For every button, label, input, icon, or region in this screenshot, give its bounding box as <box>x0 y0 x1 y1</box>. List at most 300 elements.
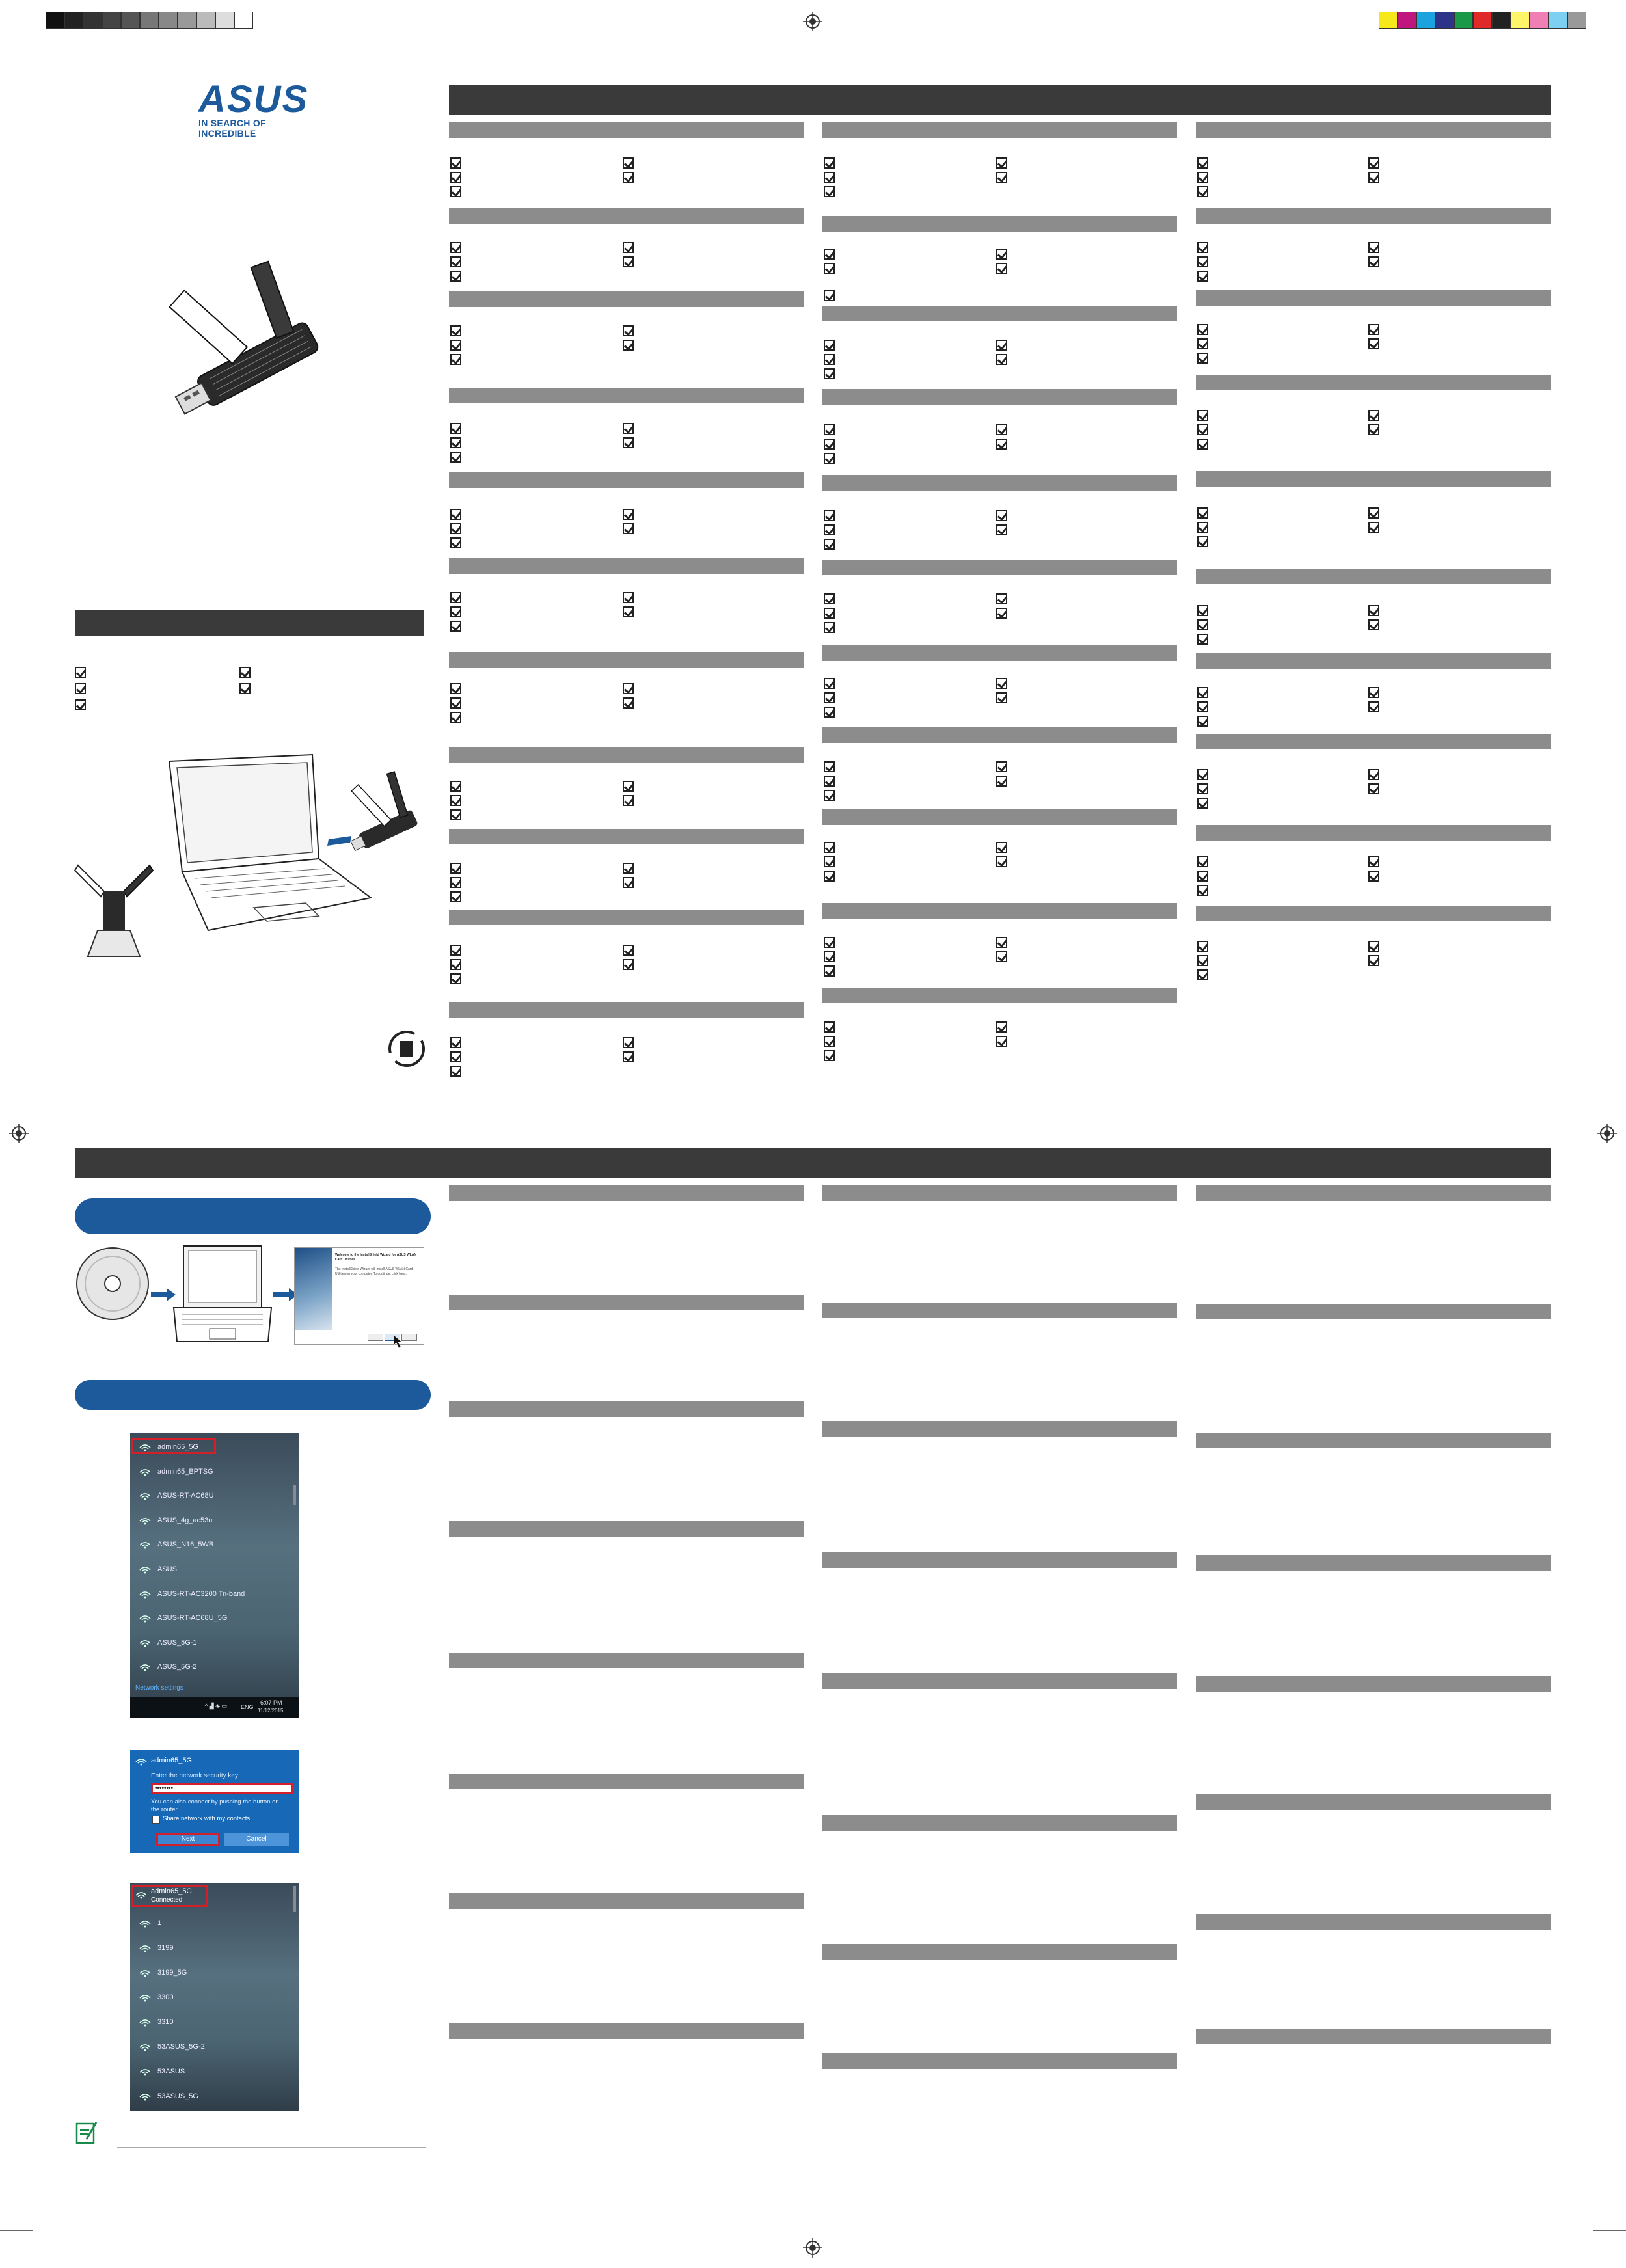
checkbox-icon <box>996 608 1007 619</box>
checkbox-icon <box>623 340 634 351</box>
checkbox-icon <box>239 683 251 694</box>
wifi-signal-icon <box>139 1467 151 1476</box>
language-bar <box>1196 1185 1551 1201</box>
wifi-signal-icon <box>139 2018 151 2027</box>
checkbox-icon <box>450 242 461 253</box>
install-step-pill <box>75 1198 431 1234</box>
installer-banner <box>295 1248 332 1330</box>
wifi-network-name: 3199 <box>157 1944 174 1952</box>
language-bar <box>449 829 804 844</box>
wifi-network-name: 53ASUS_5G-2 <box>157 2043 205 2051</box>
checkbox-icon <box>996 937 1007 948</box>
checkbox-icon <box>1197 186 1208 197</box>
checkbox-icon <box>824 951 835 962</box>
checkbox-icon <box>1197 353 1208 364</box>
asus-wordmark: ASUS <box>198 78 309 120</box>
checkbox-icon <box>623 423 634 434</box>
wifi-connect-panel <box>130 1750 299 1853</box>
checkbox-icon <box>824 539 835 550</box>
checkbox-icon <box>623 945 634 956</box>
checkbox-icon <box>450 683 461 694</box>
checkbox-icon <box>450 1066 461 1077</box>
mouse-cursor-icon <box>394 1335 404 1348</box>
wifi-network-item[interactable] <box>139 1633 197 1653</box>
checkbox-icon <box>824 678 835 689</box>
section-header-bar <box>75 610 424 636</box>
taskbar <box>130 1697 299 1718</box>
checkbox-icon <box>623 157 634 169</box>
checkbox-icon <box>450 186 461 197</box>
checkbox-icon <box>1197 439 1208 450</box>
checkbox-icon <box>450 973 461 984</box>
checkbox-icon <box>623 509 634 520</box>
language-bar <box>1196 734 1551 749</box>
wps-hint-line-2: the router. <box>151 1806 179 1813</box>
installer-back-button[interactable] <box>368 1334 383 1341</box>
language-bar <box>822 389 1177 405</box>
checkbox-icon <box>1368 424 1379 435</box>
registration-mark-icon <box>803 12 822 31</box>
checkbox-icon <box>996 524 1007 535</box>
checkbox-icon <box>824 290 835 301</box>
wifi-network-name: admin65_5G <box>157 1443 198 1451</box>
checkbox-icon <box>824 453 835 464</box>
checkbox-icon <box>1197 242 1208 253</box>
checkbox-icon <box>824 856 835 867</box>
checkbox-icon <box>824 263 835 274</box>
wifi-network-item[interactable] <box>139 1462 213 1481</box>
checkbox-icon <box>1197 157 1208 169</box>
checkbox-icon <box>1368 871 1379 882</box>
selected-network-highlight <box>131 1438 216 1454</box>
language-bar <box>822 903 1177 919</box>
language-bar <box>822 122 1177 138</box>
checkbox-icon <box>996 951 1007 962</box>
checkbox-icon <box>450 959 461 970</box>
checkbox-icon <box>1368 941 1379 952</box>
checkbox-icon <box>623 606 634 617</box>
wifi-network-item[interactable] <box>139 2086 198 2106</box>
language-bar <box>1196 825 1551 841</box>
language-bar <box>1196 2029 1551 2044</box>
language-bar <box>822 2053 1177 2069</box>
language-bar <box>449 910 804 925</box>
checkbox-icon <box>450 423 461 434</box>
installer-body: The InstallShield Wizard will install ASUS WLAN Card Utilities on your computer. To continue, click Next. <box>335 1267 413 1276</box>
wifi-network-name: ASUS-RT-AC3200 Tri-band <box>157 1589 245 1598</box>
checkbox-icon <box>75 667 86 678</box>
registration-mark-icon <box>803 2238 822 2258</box>
checkbox-icon <box>623 172 634 183</box>
checkbox-icon <box>824 510 835 521</box>
checkbox-icon <box>1368 507 1379 519</box>
language-bar <box>822 1185 1177 1201</box>
checkbox-icon <box>623 863 634 874</box>
taskbar-tray-icons[interactable]: ^ ▟ ◈ ▭ <box>205 1703 228 1709</box>
checkbox-icon <box>996 354 1007 365</box>
language-bar <box>449 122 804 138</box>
security-key-input[interactable]: •••••••• <box>151 1783 293 1794</box>
checkbox-icon <box>824 524 835 535</box>
checkbox-icon <box>1368 687 1379 698</box>
connected-network-name[interactable]: admin65_5G <box>151 1887 192 1895</box>
language-bar <box>449 747 804 763</box>
checkbox-icon <box>824 937 835 948</box>
wifi-network-name: 53ASUS <box>157 2068 185 2075</box>
checkbox-icon <box>824 249 835 260</box>
checkbox-icon <box>1197 885 1208 896</box>
language-bar <box>449 1401 804 1417</box>
checkbox-icon <box>1197 271 1208 282</box>
language-bar <box>449 558 804 574</box>
checkbox-icon <box>1197 941 1208 952</box>
checkbox-icon <box>75 699 86 710</box>
checkbox-icon <box>996 424 1007 435</box>
installer-window <box>294 1247 424 1345</box>
checkbox-icon <box>450 256 461 267</box>
wifi-network-item[interactable] <box>139 1963 187 1982</box>
checkbox-icon <box>824 368 835 379</box>
wifi-network-item[interactable] <box>139 1559 177 1579</box>
checkbox-icon <box>1197 536 1208 547</box>
wifi-network-item[interactable] <box>139 2037 205 2057</box>
share-network-label: Share network with my contacts <box>163 1815 251 1822</box>
checkbox-icon <box>1368 955 1379 966</box>
language-bar <box>449 291 804 307</box>
checkbox-icon <box>1197 955 1208 966</box>
share-network-checkbox[interactable] <box>152 1816 160 1824</box>
language-bar <box>449 1002 804 1018</box>
language-bar <box>449 2023 804 2039</box>
wifi-network-name: ASUS_5G-1 <box>157 1638 197 1647</box>
language-bar <box>1196 122 1551 138</box>
checkbox-icon <box>623 877 634 888</box>
checkbox-icon <box>623 795 634 806</box>
checkbox-icon <box>824 776 835 787</box>
checkbox-icon <box>1368 157 1379 169</box>
taskbar-date[interactable]: 11/12/2015 <box>258 1708 284 1714</box>
checkbox-icon <box>1197 619 1208 630</box>
wifi-network-item[interactable] <box>139 2062 185 2081</box>
checkbox-icon <box>450 509 461 520</box>
wifi-signal-icon <box>139 1540 151 1549</box>
checkbox-icon <box>1368 522 1379 533</box>
language-bar <box>449 652 804 668</box>
checkbox-icon <box>450 325 461 336</box>
checkbox-icon <box>450 606 461 617</box>
network-settings-link[interactable]: Network settings <box>135 1684 183 1692</box>
wifi-signal-icon <box>139 1943 151 1952</box>
language-bar <box>1196 1676 1551 1692</box>
checkbox-icon <box>450 1051 461 1062</box>
language-bar <box>822 727 1177 743</box>
checkbox-icon <box>1197 687 1208 698</box>
bottom-section-header <box>75 1148 1551 1178</box>
checkbox-icon <box>996 1021 1007 1033</box>
wifi-signal-icon <box>139 1662 151 1671</box>
wifi-signal-icon <box>139 2042 151 2051</box>
checkbox-icon <box>450 877 461 888</box>
checkbox-icon <box>450 1037 461 1048</box>
taskbar-language[interactable]: ENG <box>241 1704 254 1710</box>
usb-cradle-icon <box>72 859 156 969</box>
scrollbar[interactable] <box>293 1886 296 1912</box>
checkbox-icon <box>623 437 634 448</box>
checkbox-icon <box>450 891 461 902</box>
wps-hint-line-1: You can also connect by pushing the button on <box>151 1798 279 1805</box>
checkbox-icon <box>1197 424 1208 435</box>
checkbox-icon <box>1197 716 1208 727</box>
scrollbar[interactable] <box>293 1485 296 1505</box>
checkbox-icon <box>824 1021 835 1033</box>
checkbox-icon <box>824 761 835 772</box>
color-calibration-bar <box>1379 12 1586 29</box>
asus-logo <box>198 78 325 139</box>
language-bar <box>449 1893 804 1909</box>
language-bar <box>822 988 1177 1003</box>
language-bar <box>1196 290 1551 306</box>
checkbox-icon <box>623 959 634 970</box>
checkbox-icon <box>824 172 835 183</box>
checkbox-icon <box>623 1037 634 1048</box>
wifi-signal-icon <box>139 1589 151 1599</box>
checkbox-icon <box>450 157 461 169</box>
checkbox-icon <box>824 622 835 633</box>
wifi-network-item[interactable] <box>139 1988 173 2007</box>
checkbox-icon <box>450 712 461 723</box>
language-bar <box>449 1295 804 1310</box>
checkbox-icon <box>1368 172 1379 183</box>
checkbox-icon <box>824 842 835 853</box>
wifi-signal-icon <box>139 1968 151 1977</box>
registration-mark-icon <box>1597 1124 1617 1143</box>
checkbox-icon <box>623 683 634 694</box>
language-bar <box>1196 1304 1551 1319</box>
checkbox-icon <box>1197 522 1208 533</box>
language-bar <box>1196 375 1551 390</box>
checkbox-icon <box>824 340 835 351</box>
checkbox-icon <box>996 593 1007 604</box>
checkbox-icon <box>1368 324 1379 335</box>
language-bar <box>449 472 804 488</box>
wifi-network-name: ASUS_N16_5WB <box>157 1541 214 1549</box>
language-bar <box>449 208 804 224</box>
language-bar <box>822 306 1177 321</box>
language-bar <box>1196 208 1551 224</box>
checkbox-icon <box>1368 605 1379 616</box>
checkbox-icon <box>623 242 634 253</box>
checkbox-icon <box>1197 507 1208 519</box>
checkbox-icon <box>450 795 461 806</box>
wifi-network-name: ASUS <box>157 1565 177 1573</box>
checkbox-icon <box>450 340 461 351</box>
checkbox-icon <box>996 1036 1007 1047</box>
checkbox-icon <box>996 510 1007 521</box>
wifi-network-item[interactable] <box>139 1511 212 1530</box>
wifi-signal-icon <box>139 1638 151 1647</box>
language-bar <box>1196 471 1551 487</box>
language-bar <box>822 216 1177 232</box>
connected-network-highlight <box>131 1885 208 1907</box>
checkbox-icon <box>450 945 461 956</box>
wifi-network-item[interactable] <box>139 1608 227 1628</box>
wifi-signal-icon <box>139 1919 151 1928</box>
checkbox-icon <box>1368 242 1379 253</box>
checkbox-icon <box>623 781 634 792</box>
checkbox-icon <box>450 621 461 632</box>
wifi-network-item[interactable] <box>139 1535 213 1554</box>
connect-step-pill <box>75 1380 431 1410</box>
wifi-network-list-panel <box>130 1433 299 1718</box>
checkbox-icon <box>450 592 461 603</box>
checkbox-icon <box>824 593 835 604</box>
next-button[interactable]: Next <box>156 1833 220 1846</box>
wifi-network-item[interactable] <box>139 1657 197 1677</box>
usb-adapter-icon <box>150 254 345 449</box>
checkbox-icon <box>1368 856 1379 867</box>
checkbox-icon <box>996 776 1007 787</box>
wifi-network-item[interactable] <box>139 2012 173 2032</box>
note-icon <box>75 2120 98 2146</box>
checkbox-icon <box>623 697 634 709</box>
wifi-network-name: 3310 <box>157 2018 174 2026</box>
note-rule <box>117 2147 426 2148</box>
checkbox-icon <box>1197 256 1208 267</box>
asus-tagline: IN SEARCH OF INCREDIBLE <box>198 118 266 139</box>
wifi-network-item[interactable] <box>139 1913 161 1933</box>
checkbox-icon <box>450 863 461 874</box>
connect-network-name: admin65_5G <box>151 1757 192 1764</box>
checkbox-icon <box>996 157 1007 169</box>
trim-mark <box>0 2230 33 2231</box>
checkbox-icon <box>824 871 835 882</box>
wifi-network-name: 3199_5G <box>157 1969 187 1977</box>
wifi-network-name: ASUS-RT-AC68U <box>157 1492 214 1500</box>
checkbox-icon <box>824 707 835 718</box>
installer-heading: Welcome to the InstallShield Wizard for ASUS WLAN Card Utilities <box>335 1253 416 1262</box>
checkbox-icon <box>824 608 835 619</box>
wifi-signal-icon <box>139 1516 151 1525</box>
checkbox-icon <box>1368 769 1379 780</box>
checkbox-icon <box>824 790 835 801</box>
language-bar <box>1196 1914 1551 1930</box>
checkbox-icon <box>996 678 1007 689</box>
top-section-header <box>449 85 1551 115</box>
checkbox-icon <box>996 842 1007 853</box>
wifi-network-item[interactable] <box>139 1486 214 1505</box>
checkbox-icon <box>824 1050 835 1061</box>
laptop-icon <box>170 1243 275 1347</box>
language-bar <box>822 1421 1177 1437</box>
checkbox-icon <box>1197 969 1208 980</box>
checkbox-icon <box>450 523 461 534</box>
wifi-network-name: admin65_BPTSG <box>157 1467 213 1476</box>
language-bar <box>822 560 1177 575</box>
wifi-signal-icon <box>139 1613 151 1623</box>
wifi-network-name: ASUS_5G-2 <box>157 1663 197 1671</box>
checkbox-icon <box>996 761 1007 772</box>
wifi-signal-icon <box>139 1565 151 1574</box>
checkbox-icon <box>1197 605 1208 616</box>
grayscale-calibration-bar <box>46 12 253 29</box>
checkbox-icon <box>239 667 251 678</box>
checkbox-icon <box>1197 871 1208 882</box>
checkbox-icon <box>996 692 1007 703</box>
wifi-network-name: 53ASUS_5G <box>157 2092 198 2100</box>
checkbox-icon <box>75 683 86 694</box>
checkbox-icon <box>1368 783 1379 794</box>
language-bar <box>1196 569 1551 584</box>
language-bar <box>449 388 804 403</box>
language-bar <box>822 1552 1177 1568</box>
checkbox-icon <box>623 1051 634 1062</box>
checkbox-icon <box>824 439 835 450</box>
checkbox-icon <box>623 325 634 336</box>
language-bar <box>822 1673 1177 1689</box>
checkbox-icon <box>996 856 1007 867</box>
checkbox-icon <box>1368 619 1379 630</box>
checkbox-icon <box>824 186 835 197</box>
language-bar <box>449 1653 804 1668</box>
checkbox-icon <box>1197 324 1208 335</box>
connected-status: Connected <box>151 1897 183 1904</box>
language-bar <box>822 1944 1177 1960</box>
wifi-signal-icon <box>139 2067 151 2076</box>
checkbox-icon <box>623 256 634 267</box>
checkbox-icon <box>824 1036 835 1047</box>
checkbox-icon <box>1368 701 1379 712</box>
checkbox-icon <box>450 697 461 709</box>
wifi-signal-icon <box>139 1491 151 1500</box>
wifi-network-item[interactable] <box>139 1584 245 1604</box>
checkbox-icon <box>996 263 1007 274</box>
language-bar <box>822 645 1177 661</box>
registration-mark-icon <box>9 1124 29 1143</box>
wifi-network-name: 1 <box>157 1919 162 1927</box>
cd-icon <box>75 1246 153 1324</box>
checkbox-icon <box>450 172 461 183</box>
wifi-network-name: 3300 <box>157 1993 174 2001</box>
cancel-button[interactable]: Cancel <box>224 1833 289 1846</box>
checkbox-icon <box>1368 410 1379 421</box>
wifi-signal-icon <box>135 1757 147 1766</box>
checkbox-icon <box>1197 856 1208 867</box>
language-bar <box>449 1521 804 1537</box>
checkbox-icon <box>1368 256 1379 267</box>
wifi-network-name: ASUS-RT-AC68U_5G <box>157 1614 228 1623</box>
language-bar <box>822 1303 1177 1318</box>
checkbox-icon <box>450 437 461 448</box>
checkbox-icon <box>1197 798 1208 809</box>
checkbox-icon <box>1197 410 1208 421</box>
checkbox-icon <box>824 354 835 365</box>
checkbox-icon <box>623 523 634 534</box>
language-bar <box>822 1815 1177 1831</box>
wifi-network-name: ASUS_4g_ac53u <box>157 1516 213 1524</box>
paper-recycle-icon <box>387 1029 426 1068</box>
language-bar <box>1196 1433 1551 1448</box>
checkbox-icon <box>623 592 634 603</box>
language-bar <box>1196 1794 1551 1810</box>
laptop-icon <box>156 748 429 943</box>
taskbar-time[interactable]: 6:07 PM <box>260 1699 282 1706</box>
checkbox-icon <box>996 249 1007 260</box>
checkbox-icon <box>1197 783 1208 794</box>
checkbox-icon <box>450 271 461 282</box>
wifi-signal-icon <box>139 1993 151 2002</box>
wifi-network-item[interactable] <box>139 1938 173 1958</box>
checkbox-icon <box>1368 338 1379 349</box>
